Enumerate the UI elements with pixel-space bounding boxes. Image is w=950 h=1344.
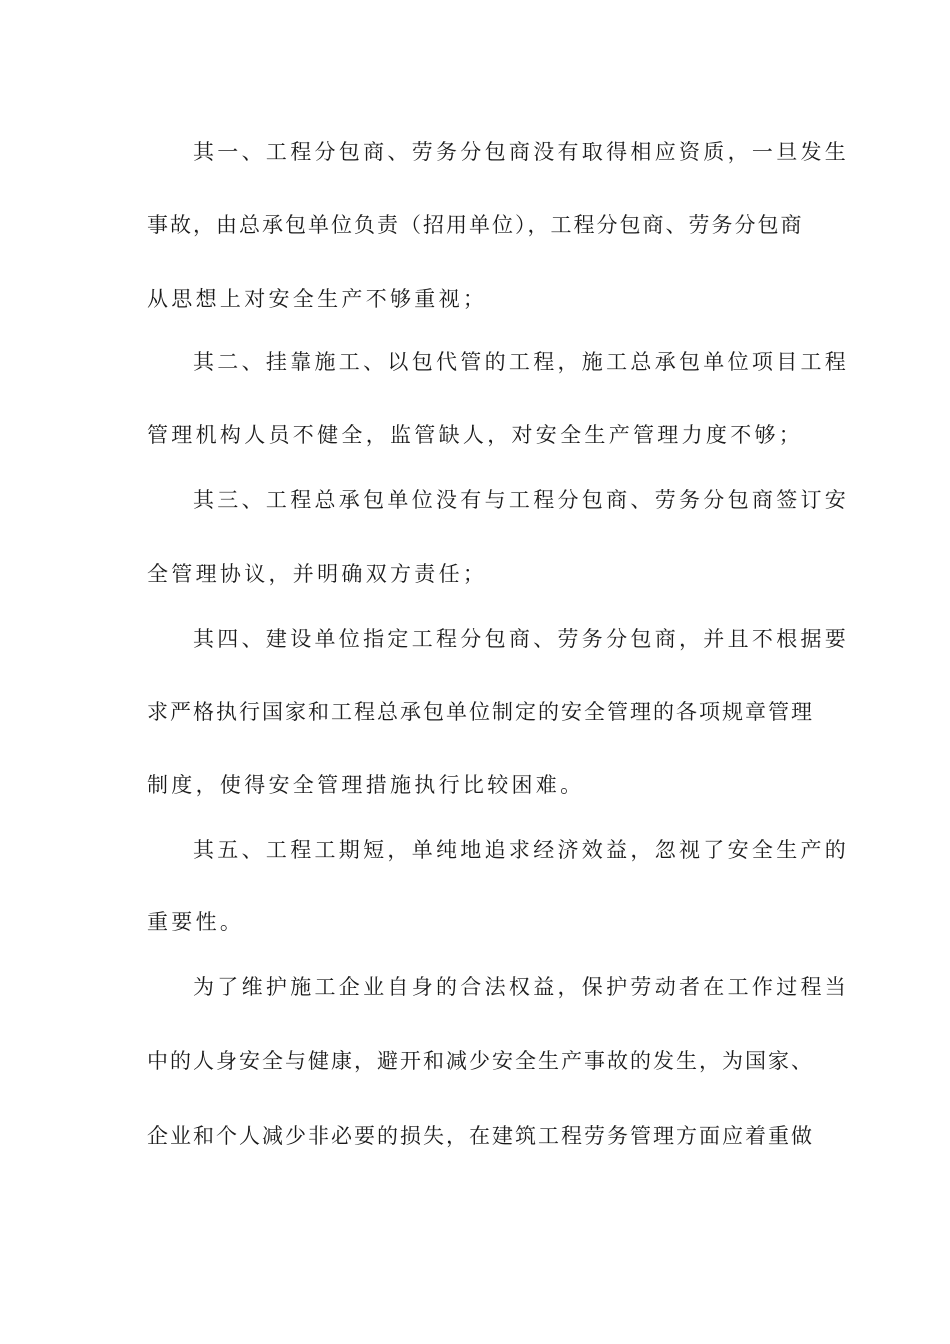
text-line: 从思想上对安全生产不够重视； [147, 287, 488, 311]
text-line: 其四、建设单位指定工程分包商、劳务分包商，并且不根据要 [193, 627, 850, 651]
text-line: 事故，由总承包单位负责（招用单位），工程分包商、劳务分包商 [147, 213, 804, 237]
text-line: 其三、工程总承包单位没有与工程分包商、劳务分包商签订安 [193, 488, 850, 512]
text-line: 中的人身安全与健康，避开和减少安全生产事故的发生，为国家、 [147, 1049, 814, 1073]
text-line: 其二、挂靠施工、以包代管的工程，施工总承包单位项目工程 [193, 350, 850, 374]
text-line: 管理机构人员不健全，监管缺人，对安全生产管理力度不够； [147, 423, 804, 447]
text-line: 求严格执行国家和工程总承包单位制定的安全管理的各项规章管理 [147, 700, 814, 724]
text-line: 制度，使得安全管理措施执行比较困难。 [147, 773, 585, 797]
text-line: 其一、工程分包商、劳务分包商没有取得相应资质，一旦发生 [193, 140, 850, 164]
text-line: 其五、工程工期短，单纯地追求经济效益，忽视了安全生产的 [193, 838, 850, 862]
text-line: 企业和个人减少非必要的损失，在建筑工程劳务管理方面应着重做 [147, 1124, 814, 1148]
text-line: 重要性。 [147, 910, 245, 934]
text-line: 为了维护施工企业自身的合法权益，保护劳动者在工作过程当 [193, 975, 850, 999]
text-line: 全管理协议，并明确双方责任； [147, 562, 488, 586]
